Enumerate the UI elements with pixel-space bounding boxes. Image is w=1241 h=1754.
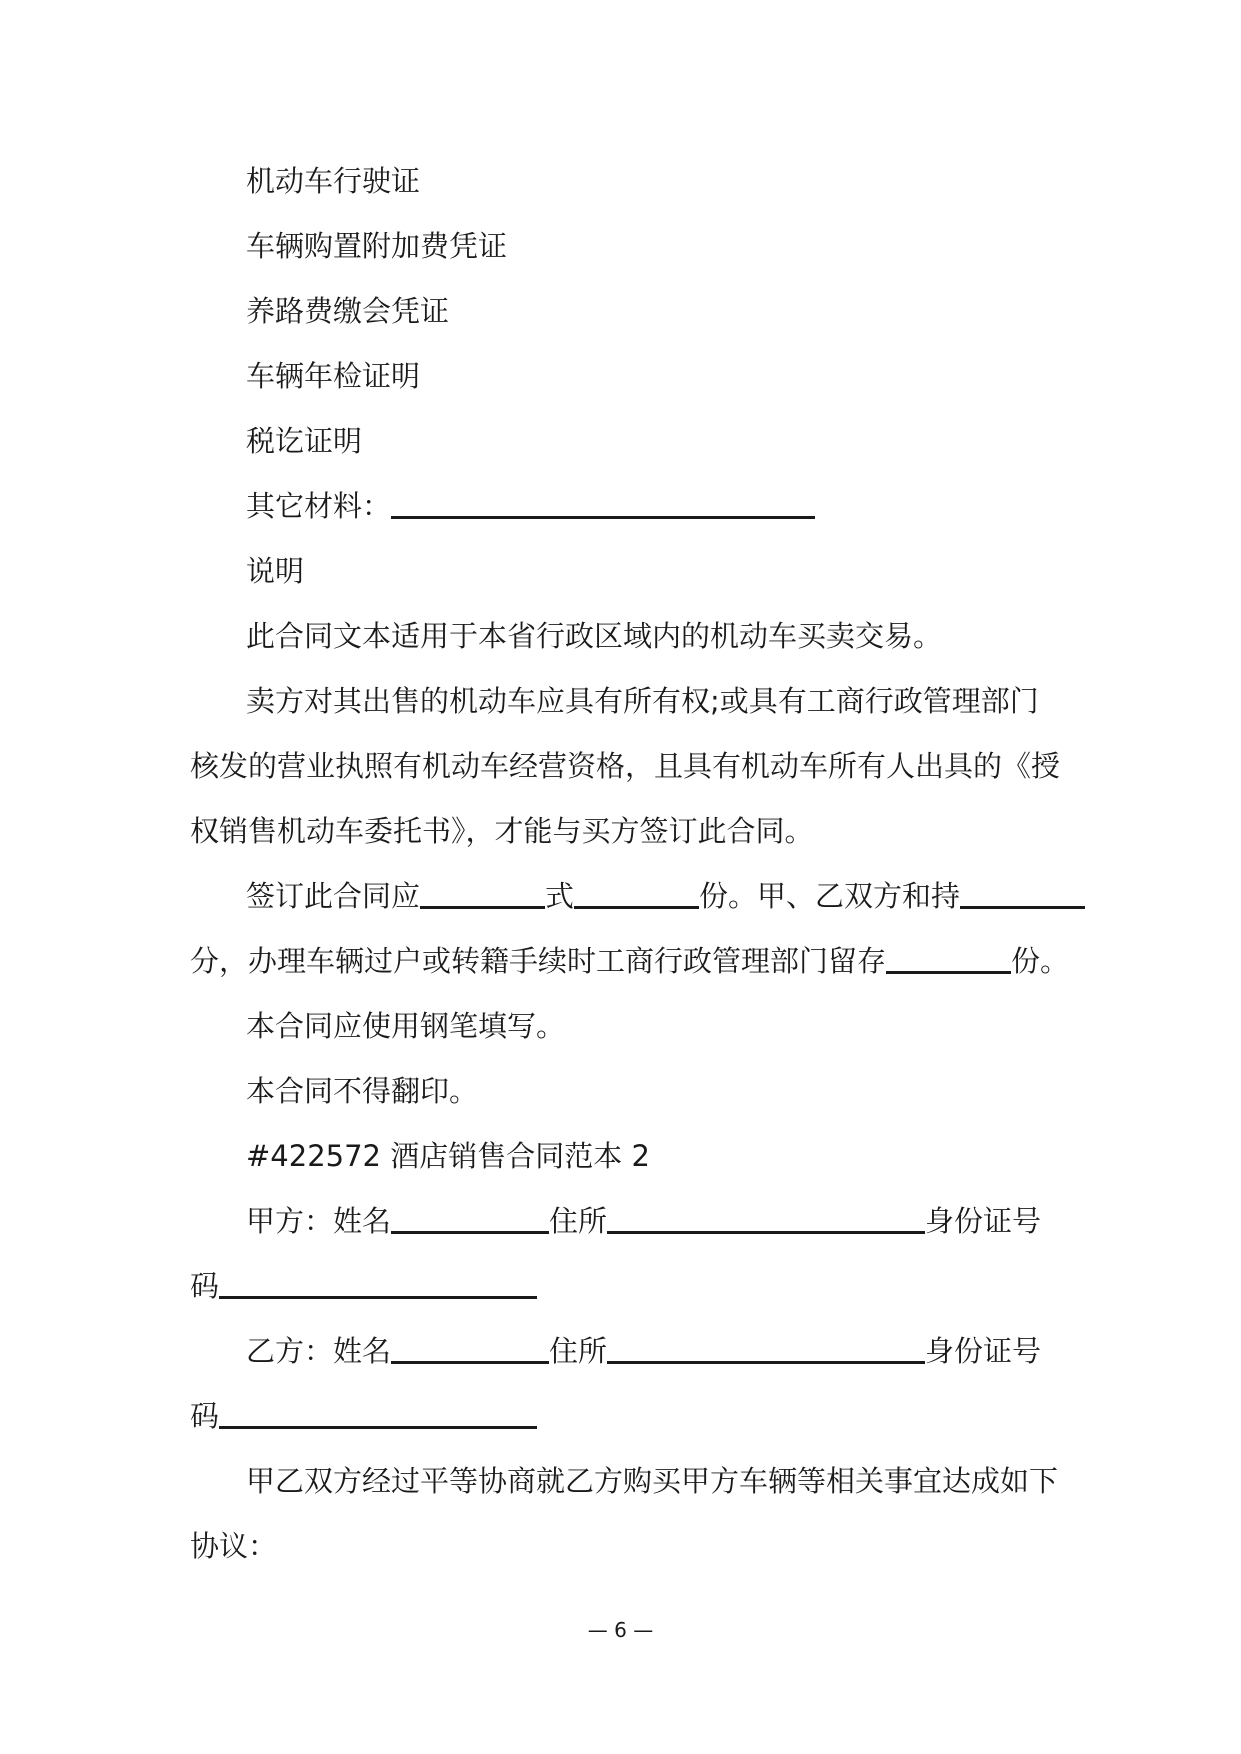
copies-text-b: 式: [545, 879, 575, 913]
party-a-address-blank: [607, 1203, 925, 1234]
copies-text-a: 签订此合同应: [246, 879, 421, 913]
doc-line-agreement-1: 甲乙双方经过平等协商就乙方购买甲方车辆等相关事宜达成如下: [246, 1464, 1059, 1498]
party-a-name-blank: [391, 1203, 549, 1234]
party-a-address-label: 住所: [549, 1204, 608, 1238]
other-materials-blank: [391, 488, 815, 519]
copies-text-c: 份。甲、乙双方和持: [699, 879, 961, 913]
party-a-id-blank: [219, 1268, 537, 1299]
party-a-name-label: 甲方：姓名: [246, 1204, 392, 1238]
party-b-id-blank: [219, 1398, 537, 1429]
copies-blank-1: [420, 878, 545, 909]
other-materials-label: 其它材料：: [246, 489, 392, 523]
copies-text-d: 分，办理车辆过户或转籍手续时工商行政管理部门留存: [190, 944, 887, 978]
copies-blank-2: [574, 878, 699, 909]
doc-line-seller-ownership-2: 核发的营业执照有机动车经营资格，且具有机动车所有人出具的《授: [190, 749, 1061, 783]
copies-blank-4: [886, 943, 1011, 974]
doc-line-purchase-tax-voucher: 车辆购置附加费凭证: [246, 229, 508, 263]
party-b-name-blank: [391, 1333, 549, 1364]
party-b-name-label: 乙方：姓名: [246, 1334, 392, 1368]
doc-line-copies-1: [246, 876, 1085, 916]
doc-line-agreement-2: 协议：: [190, 1529, 278, 1563]
doc-line-scope: 此合同文本适用于本省行政区域内的机动车买卖交易。: [246, 619, 943, 653]
doc-line-seller-ownership-3: 权销售机动车委托书》，才能与买方签订此合同。: [190, 814, 814, 848]
doc-line-pen-requirement: 本合同应使用钢笔填写。: [246, 1009, 566, 1043]
copies-blank-3: [960, 878, 1085, 909]
party-a-id-label: 身份证号: [925, 1204, 1042, 1238]
doc-line-tax-certificate: 税讫证明: [246, 424, 363, 458]
doc-line-other-materials: [246, 486, 815, 526]
party-b-address-label: 住所: [549, 1334, 608, 1368]
doc-line-party-b-id: [190, 1396, 537, 1436]
party-b-address-blank: [607, 1333, 925, 1364]
doc-line-vehicle-license: 机动车行驶证: [246, 164, 421, 198]
doc-line-notes-heading: 说明: [246, 554, 305, 588]
doc-line-section-title: #422572 酒店销售合同范本 2: [246, 1139, 650, 1173]
party-b-id-label-end: 码: [190, 1399, 220, 1433]
doc-line-copies-2: [190, 941, 1069, 981]
doc-line-party-a: [246, 1201, 1041, 1241]
doc-line-annual-inspection: 车辆年检证明: [246, 359, 421, 393]
party-a-id-label-end: 码: [190, 1269, 220, 1303]
doc-line-seller-ownership-1: 卖方对其出售的机动车应具有所有权;或具有工商行政管理部门: [246, 684, 1039, 718]
doc-line-party-a-id: [190, 1266, 537, 1306]
doc-line-road-fee-voucher: 养路费缴会凭证: [246, 294, 450, 328]
party-b-id-label: 身份证号: [925, 1334, 1042, 1368]
doc-line-no-copy: 本合同不得翻印。: [246, 1074, 479, 1108]
doc-line-party-b: [246, 1331, 1041, 1371]
copies-text-e: 份。: [1011, 944, 1070, 978]
page-number: — 6 —: [587, 1618, 654, 1642]
